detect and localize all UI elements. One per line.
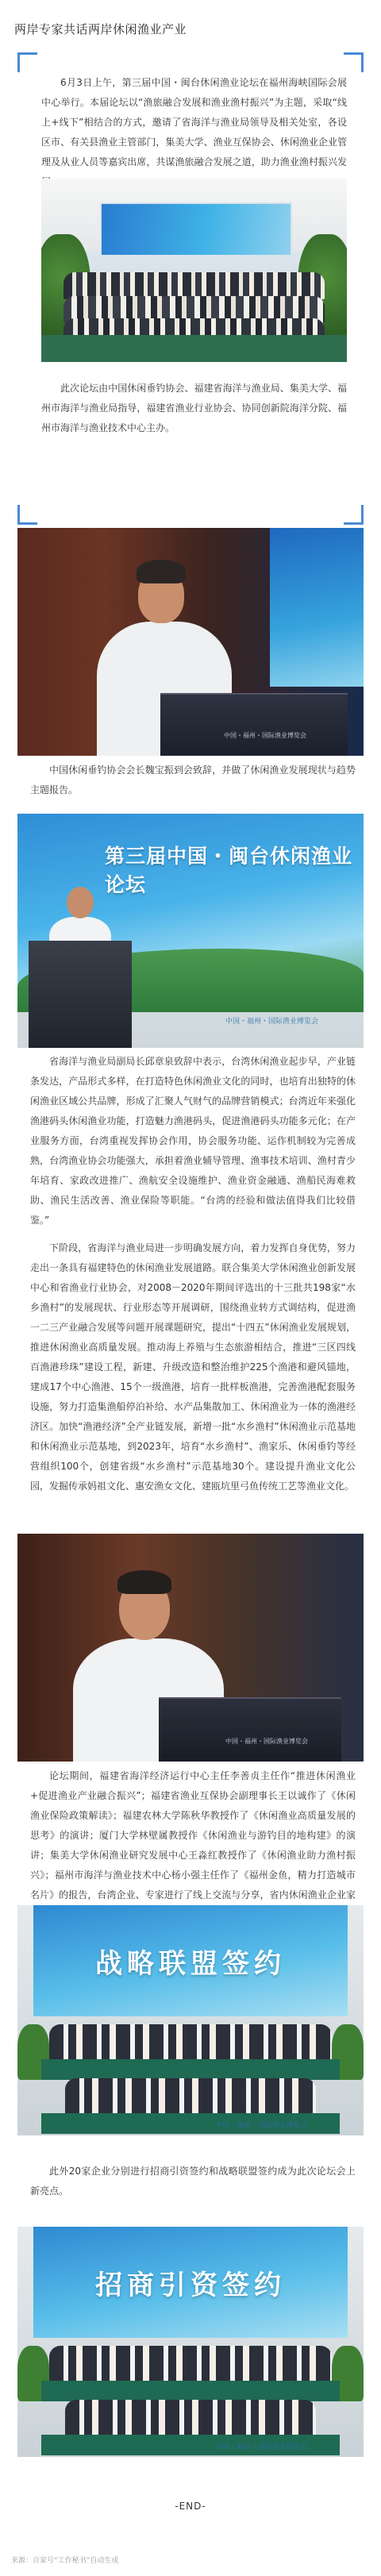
speaker-hair <box>137 560 186 583</box>
speaker-hair <box>117 1570 171 1594</box>
paragraph-next-steps: 下阶段，省海洋与渔业局进一步明确发展方向，着力发挥自身优势，努力走出一条具有福建特色的休闲渔业发展道路。联合集美大学休闲渔业创新发展中心和省渔业行业协会，对2008－2020年期间评选出的十三批共198家“水乡渔村”的发展现状、行业形态等开展调研，围绕渔业转方式调结构，促进渔一二三产业融合发展等问题开展课题研究，提出“十四五”休闲渔业发展规划，推进休闲渔业高质量发展。推动海上养殖与生态旅游相结合，推进“三区四线百渔港珍珠”建设工程，新建、升级改造和整治维护225个渔港和避风锚地，建成17个中心渔港、15个一级渔港，培育一批样板渔港，完善渔港配套服务设施，努力打造集渔船停泊补给、水产品集散加工、休闲渔业为一体的渔港经济区。加快“渔港经济”全产业链发展，新增一批“水乡渔村”休闲渔业示范基地和休闲渔业示范基地，到2023年，培育“水乡渔村”、渔家乐、休闲垂钓等经营组织100个，创建省级“水乡渔村”示范基地30个。建设提升渔业文化公园，发掘传承妈祖文化、惠安渔女文化、建瓯坑里弓鱼传统工艺等渔业文化。 <box>30 1242 356 1492</box>
podium-logo: 中国・福州・国际渔业博览会 <box>224 732 306 739</box>
stage-floor <box>41 335 347 362</box>
signing-logo: 中国・福州・国际渔业博览会 <box>214 2122 308 2130</box>
paragraph-signing: 此外20家企业分别进行招商引资签约和战略联盟签约成为此次论坛会上新亮点。 <box>30 2166 356 2197</box>
frame-corner <box>344 52 364 72</box>
people-row <box>49 2346 332 2381</box>
projection-screen <box>270 528 364 687</box>
podium <box>159 1697 341 1762</box>
banner-logo: 中国・福州・国际渔业博览会 <box>225 1018 319 1026</box>
paragraph-reports: 论坛期间，福建省海洋经济运行中心主任李善贞主任作“推进休闲渔业+促进渔业产业融合振兴”；福建省渔业互保协会副理事长王以诚作了《休闲渔业保险政策解读》；福建农林大学陈秋华教授作了《休闲渔业高质量发展的思考》的演讲；厦门大学林壁属教授作《休闲渔业与游钓目的地构建》的演讲；集美大学休闲渔业研究发展中心王淼红教授作了《休闲渔业助力渔村振兴》；福州市海洋与渔业技术中心杨小强主任作了《福州金鱼，精力打造城市名片》的报告，台湾企业、专家进行了线上交流与分享，省内休闲渔业企业家 <box>30 1770 356 1900</box>
signing-screen-title: 招商引资签约 <box>95 2270 286 2301</box>
end-marker: -END- <box>175 2501 206 2512</box>
people-row <box>65 2078 316 2113</box>
group-photo <box>41 179 347 362</box>
page-title: 两岸专家共话两岸休闲渔业产业 <box>14 22 187 37</box>
signing-table <box>41 2059 340 2080</box>
paragraph-deputy-speech: 省海洋与渔业局副局长邱章泉致辞中表示，台湾休闲渔业起步早，产业链条发达，产品形式多样，在打造特色休闲渔业文化的同时，也培育出独特的休闲渔业区域公共品牌，形成了汇聚人气财气的品牌营销模式；台湾近年来强化渔港码头休闲渔业功能，打造魅力渔港码头，促进渔港码头功能多元化；在产业服务方面，台湾重视发挥协会作用，协会服务功能、运作机制较为完善成熟，台湾渔业协会功能强大，承担着渔业辅导管理、渔事技术培训、渔村青少年培育、家政改进推广、渔航安全设施维护、渔业资金融通、渔船民海难救助、渔民生活改善、渔业保险等职能。“台湾的经验和做法值得我们比较借鉴。” <box>30 1056 356 1226</box>
people-row <box>49 2024 332 2059</box>
podium <box>29 941 132 1048</box>
signing-photo-1 <box>17 1905 364 2135</box>
source-footer: 来源：百家号“工作秘书”自动生成 <box>11 2557 119 2565</box>
signing-photo-2 <box>17 2227 364 2457</box>
signing-logo: 中国・福州・国际渔业博览会 <box>214 2443 308 2451</box>
stage-screen <box>100 202 292 256</box>
frame-corner <box>17 505 37 525</box>
caption-speaker-1: 中国休闲垂钓协会会长魏宝振到会致辞，并做了休闲渔业发展现状与趋势主题报告。 <box>30 764 356 795</box>
signing-screen-title: 战略联盟签约 <box>95 1948 286 1980</box>
signing-table <box>41 2381 340 2401</box>
frame-corner <box>344 505 364 525</box>
paragraph-organizers: 此次论坛由中国休闲垂钓协会、福建省海洋与渔业局、集美大学、福州市海洋与渔业局指导，福建省渔业行业协会、协同创新院海洋分院、福州市海洋与渔业技术中心主办。 <box>41 383 347 433</box>
forum-banner-photo <box>17 814 364 1048</box>
speaker-photo-1 <box>17 528 364 756</box>
speaker-photo-2 <box>17 1534 364 1762</box>
speaker-head <box>67 887 94 918</box>
people-row <box>65 2400 316 2435</box>
podium-logo: 中国・福州・国际渔业博览会 <box>225 1738 308 1745</box>
frame-corner <box>17 52 37 72</box>
banner-title: 第三届中国・闽台休闲渔业论坛 <box>105 845 353 896</box>
paragraph-intro: 6月3日上午，第三届中国・闽台休闲渔业论坛在福州海峡国际会展中心举行。本届论坛以“渔旅融合发展和渔业渔村振兴”为主题，采取“线上+线下”相结合的方式，邀请了省海洋与渔业局领导及相关处室，各设区市、有关县渔业主管部门，集美大学、渔业互保协会、休闲渔业企业管理及从业人员等嘉宾出席，共谋渔旅融合发展之道，助力渔业渔村振兴发 <box>41 77 347 167</box>
podium <box>160 693 348 756</box>
people-row <box>64 272 325 299</box>
